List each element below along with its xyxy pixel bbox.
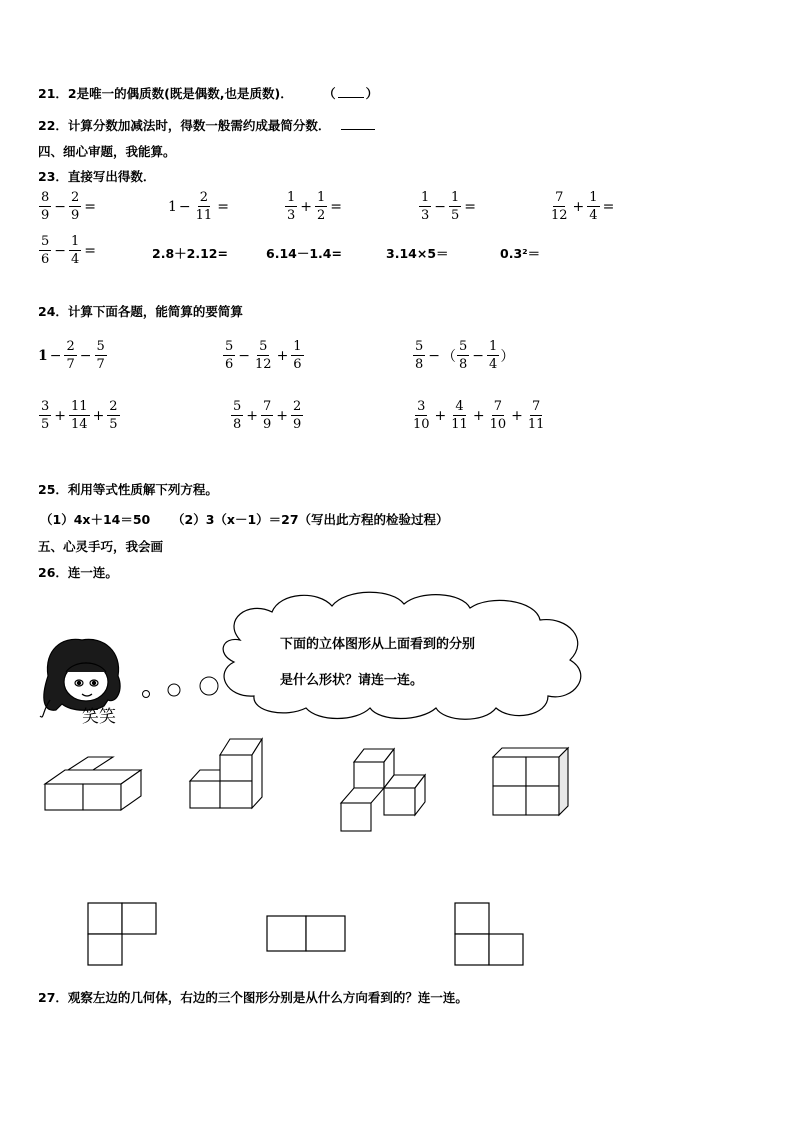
calc-expr-6: $\frac{3}{10}$ + $\frac{4}{11}$ + $\frac{7}{10}$ + $\frac{7}{11}$	[413, 399, 545, 432]
solid-figure-1	[45, 757, 141, 810]
question-26-title: 26．连一连。	[38, 565, 118, 580]
question-25-title: 25．利用等式性质解下列方程。	[38, 482, 218, 497]
cloud-text-line-2: 是什么形状？请连一连。	[280, 673, 424, 688]
solid-figure-4	[493, 748, 568, 815]
calc-expr-1: 1 − $\frac{2}{7}$ − $\frac{5}{7}$	[38, 339, 105, 372]
thought-bubble-medium	[168, 684, 180, 696]
question-24-title: 24．计算下面各题，能简算的要简算	[38, 304, 243, 319]
section-4-heading: 四、细心审题，我能算。	[38, 144, 176, 159]
calc-expr-3: $\frac{5}{8}$ − （ $\frac{5}{8}$ − $\frac{1}{4}$ ）	[415, 339, 515, 372]
thought-bubble-large	[200, 677, 218, 695]
oral-decimal-3: 3.14×5＝	[386, 246, 449, 261]
calc-expr-5: $\frac{5}{8}$ + $\frac{7}{9}$ + $\frac{2}{9}$	[233, 399, 302, 432]
question-23-title: 23．直接写出得数．	[38, 169, 156, 184]
question-27: 27．观察左边的几何体，右边的三个图形分别是从什么方向看到的？连一连。	[38, 990, 468, 1005]
oral-item-2: 1 − $\frac{2}{11}$ =	[168, 190, 229, 223]
cloud-text-line-1: 下面的立体图形从上面看到的分别	[280, 637, 476, 652]
oral-item-5: $\frac{7}{12}$ + $\frac{1}{4}$ =	[551, 190, 615, 223]
oral-item-4: $\frac{1}{3}$ − $\frac{1}{5}$ =	[421, 190, 477, 223]
oral-decimal-1: 2.8＋2.12=	[152, 246, 228, 261]
question-21-text: 21．2是唯一的偶质数(既是偶数,也是质数)．	[38, 86, 293, 101]
answer-paren[interactable]: （ ）	[323, 86, 379, 101]
question-22-text: 22．计算分数加减法时，得数一般需约成最简分数．	[38, 118, 331, 133]
top-view-shape-2	[267, 916, 345, 951]
solid-figure-3	[341, 749, 425, 831]
girl-name-label: 笑笑	[82, 707, 116, 727]
solid-figure-2	[190, 739, 262, 808]
section-5-heading: 五、心灵手巧，我会画	[38, 539, 164, 554]
equation-1: （1）4x＋14＝50	[40, 512, 151, 527]
calc-expr-2: $\frac{5}{6}$ − $\frac{5}{12}$ + $\frac{1}{6}$	[225, 339, 302, 372]
thought-bubble-small	[143, 691, 150, 698]
equation-2: （2）3（x－1）＝27（写出此方程的检验过程）	[172, 512, 449, 527]
cloud-bubble	[223, 592, 581, 719]
oral-item-6: $\frac{5}{6}$ − $\frac{1}{4}$ =	[41, 234, 97, 267]
oral-item-3: $\frac{1}{3}$ + $\frac{1}{2}$ =	[287, 190, 343, 223]
top-view-shape-1	[88, 903, 156, 965]
top-view-shape-3	[455, 903, 523, 965]
oral-decimal-4: 0.3²＝	[500, 246, 541, 261]
oral-item-1: $\frac{8}{9}$ − $\frac{2}{9}$ =	[41, 190, 97, 223]
oral-decimal-2: 6.14－1.4=	[266, 246, 342, 261]
calc-expr-4: $\frac{3}{5}$ + $\frac{11}{14}$ + $\frac{2}{5}$	[41, 399, 118, 432]
